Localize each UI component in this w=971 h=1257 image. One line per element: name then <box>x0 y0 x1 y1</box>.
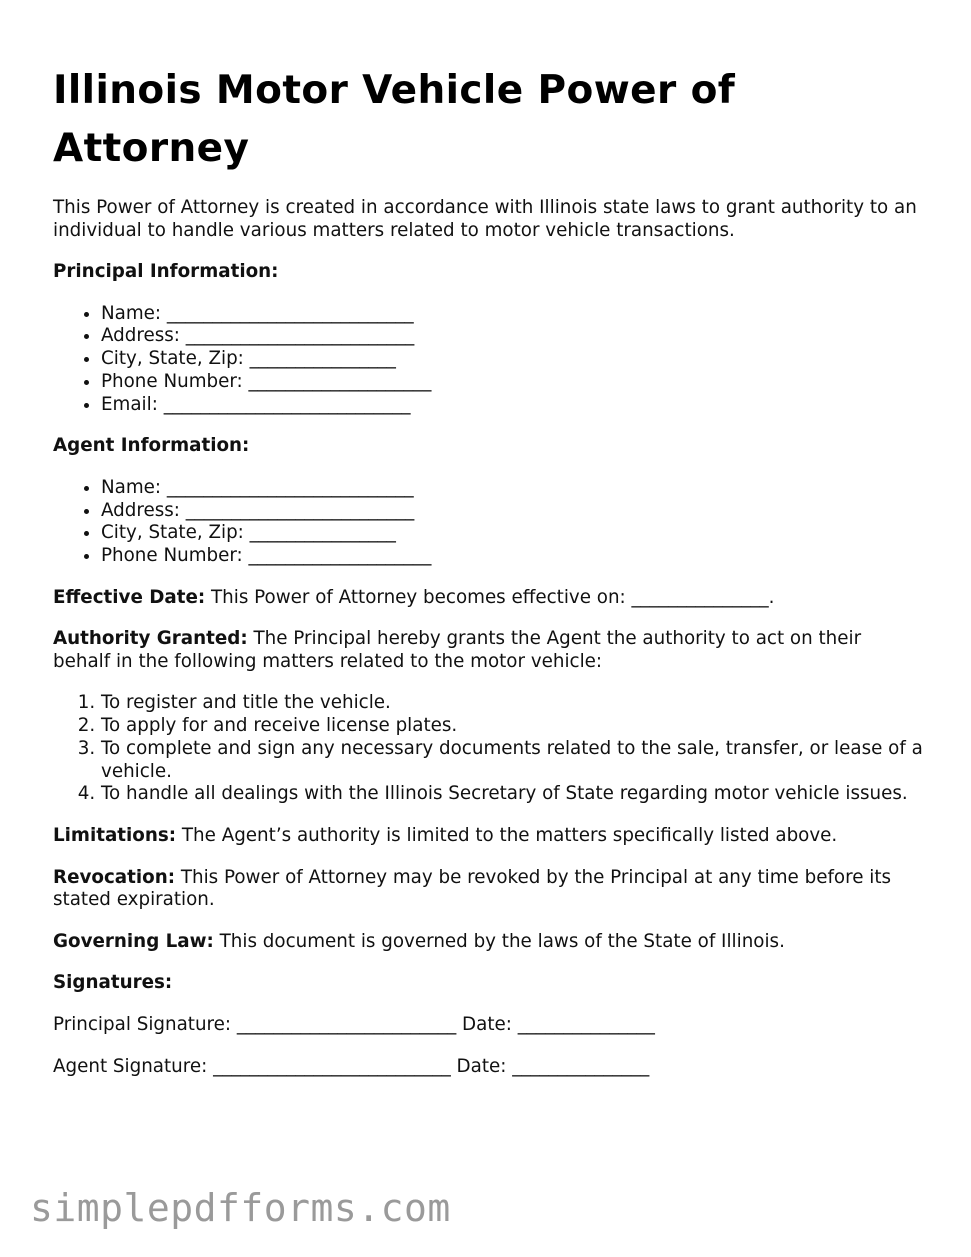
principal-name-field[interactable]: • Name: ___________________________ <box>101 303 923 326</box>
principal-phone-field[interactable]: • Phone Number: ____________________ <box>101 371 923 394</box>
effective-date-field[interactable]: This Power of Attorney becomes effective on: _______________. <box>205 586 775 608</box>
revocation-label: Revocation: <box>53 866 176 888</box>
signatures-heading-label: Signatures: <box>53 972 173 994</box>
authority-text: The Principal hereby grants the Agent the authority to act on their behalf in the following matters related to the motor vehicle: <box>53 628 862 672</box>
limitations-text: The Agent’s authority is limited to the matters specifically listed above. <box>176 825 838 846</box>
agent-heading <box>53 435 923 458</box>
authority-item: 3. To complete and sign any necessary documents related to the sale, transfer, or lease of a vehicle. <box>101 738 923 783</box>
governing-law-label: Governing Law: <box>53 930 214 952</box>
authority-item: 1. To register and title the vehicle. <box>101 692 923 715</box>
principal-fields-list <box>53 303 923 417</box>
agent-fields-list <box>53 477 923 568</box>
agent-heading-label: Agent Information: <box>53 435 250 457</box>
governing-law-paragraph <box>53 931 923 954</box>
revocation-paragraph <box>53 867 923 912</box>
principal-address-field[interactable]: • Address: _________________________ <box>101 325 923 348</box>
agent-phone-field[interactable]: • Phone Number: ____________________ <box>101 545 923 568</box>
authority-paragraph <box>53 628 923 673</box>
agent-signature-line[interactable]: Agent Signature: __________________________ Date: _______________ <box>53 1055 650 1077</box>
limitations-label: Limitations: <box>53 825 177 846</box>
governing-law-text: This document is governed by the laws of the State of Illinois. <box>213 930 785 952</box>
limitations-paragraph <box>53 825 923 848</box>
signatures-heading <box>53 972 923 995</box>
effective-date-label: Effective Date: <box>53 586 206 608</box>
document-title: Illinois Motor Vehicle Power of Attorney <box>53 68 736 171</box>
principal-heading-label: Principal Information: <box>53 261 279 283</box>
document-page <box>53 62 923 1097</box>
principal-heading <box>53 261 923 284</box>
agent-address-field[interactable]: • Address: _________________________ <box>101 500 923 523</box>
agent-name-field[interactable]: • Name: ___________________________ <box>101 477 923 500</box>
effective-date-paragraph <box>53 587 923 610</box>
principal-signature-line[interactable]: Principal Signature: ________________________ Date: _______________ <box>53 1013 655 1035</box>
agent-city-state-zip-field[interactable]: • City, State, Zip: ________________ <box>101 522 923 545</box>
authority-label: Authority Granted: <box>53 628 248 650</box>
revocation-text: This Power of Attorney may be revoked by the Principal at any time before its stated expiration. <box>53 866 892 911</box>
authority-list <box>53 692 923 806</box>
authority-item: 2. To apply for and receive license plates. <box>101 715 923 738</box>
principal-email-field[interactable]: • Email: ___________________________ <box>101 394 923 417</box>
watermark: simplepdfforms.com <box>30 1186 451 1230</box>
intro-paragraph: This Power of Attorney is created in accordance with Illinois state laws to grant authority to an individual to handle various matters related to motor vehicle transactions. <box>53 197 917 241</box>
principal-city-state-zip-field[interactable]: • City, State, Zip: ________________ <box>101 348 923 371</box>
authority-item: 4. To handle all dealings with the Illinois Secretary of State regarding motor vehicle issues. <box>101 783 923 806</box>
